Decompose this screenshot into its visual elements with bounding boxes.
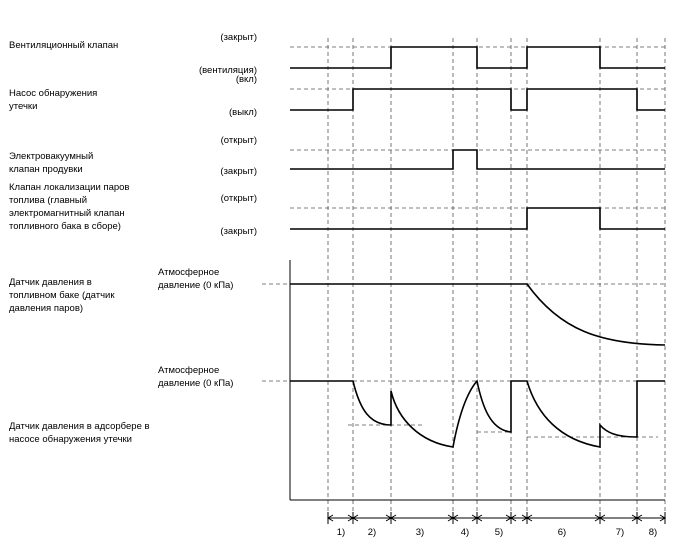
vapor-valve-label: Клапан локализации паров [9, 182, 130, 193]
tank-pressure-trace [290, 284, 665, 345]
phase-label-3: 3) [415, 527, 425, 538]
leak-pump-state-high: (вкл) [235, 74, 257, 85]
signal-traces [290, 47, 665, 229]
time-axis [290, 260, 665, 538]
canister-reference-label: Атмосферное [158, 365, 220, 376]
phase-label-2: 2) [367, 527, 377, 538]
vapor-valve-label: электромагнитный клапан [9, 208, 125, 219]
vapor-valve-trace [290, 208, 665, 229]
leak-pump-label: утечки [9, 101, 38, 112]
vapor-valve-label: топливного бака в сборе) [9, 221, 121, 232]
tank-sensor-label: топливном баке (датчик [9, 290, 115, 301]
purge-valve-label: клапан продувки [9, 164, 83, 175]
canister-reference-label: давление (0 кПа) [158, 378, 234, 389]
tank-reference-label: Атмосферное [158, 267, 220, 278]
phase-label-6: 6) [557, 527, 567, 538]
vent-valve-trace [290, 47, 665, 68]
purge-valve-state-low: (закрыт) [220, 166, 257, 177]
phase-label-1: 1) [336, 527, 346, 538]
purge-valve-label: Электровакуумный [9, 151, 94, 162]
phase-label-8: 8) [648, 527, 658, 538]
vapor-valve-state-high: (открыт) [220, 193, 257, 204]
vapor-valve-state-low: (закрыт) [220, 226, 257, 237]
phase-label-7: 7) [615, 527, 625, 538]
vent-valve-state-low: (вентиляция) [198, 65, 257, 76]
vent-valve-state-high: (закрыт) [220, 32, 257, 43]
tank-sensor-label: давления паров) [9, 303, 84, 314]
phase-label-4: 4) [460, 527, 470, 538]
signal-labels [9, 32, 257, 445]
purge-valve-state-high: (открыт) [220, 135, 257, 146]
canister-sensor-label: Датчик давления в адсорбере в [9, 421, 150, 432]
phase-label-5: 5) [494, 527, 504, 538]
leak-pump-label: Насос обнаружения [9, 88, 98, 99]
leak-pump-trace [290, 89, 665, 110]
tank-sensor-label: Датчик давления в [9, 277, 92, 288]
vapor-valve-label: топлива (главный [9, 195, 88, 206]
tank-reference-label: давление (0 кПа) [158, 280, 234, 291]
pressure-traces [290, 284, 665, 447]
leak-pump-state-low: (выкл) [228, 107, 257, 118]
canister-sensor-label: насосе обнаружения утечки [9, 434, 132, 445]
purge-valve-trace [290, 150, 665, 169]
vent-valve-label: Вентиляционный клапан [9, 40, 119, 51]
